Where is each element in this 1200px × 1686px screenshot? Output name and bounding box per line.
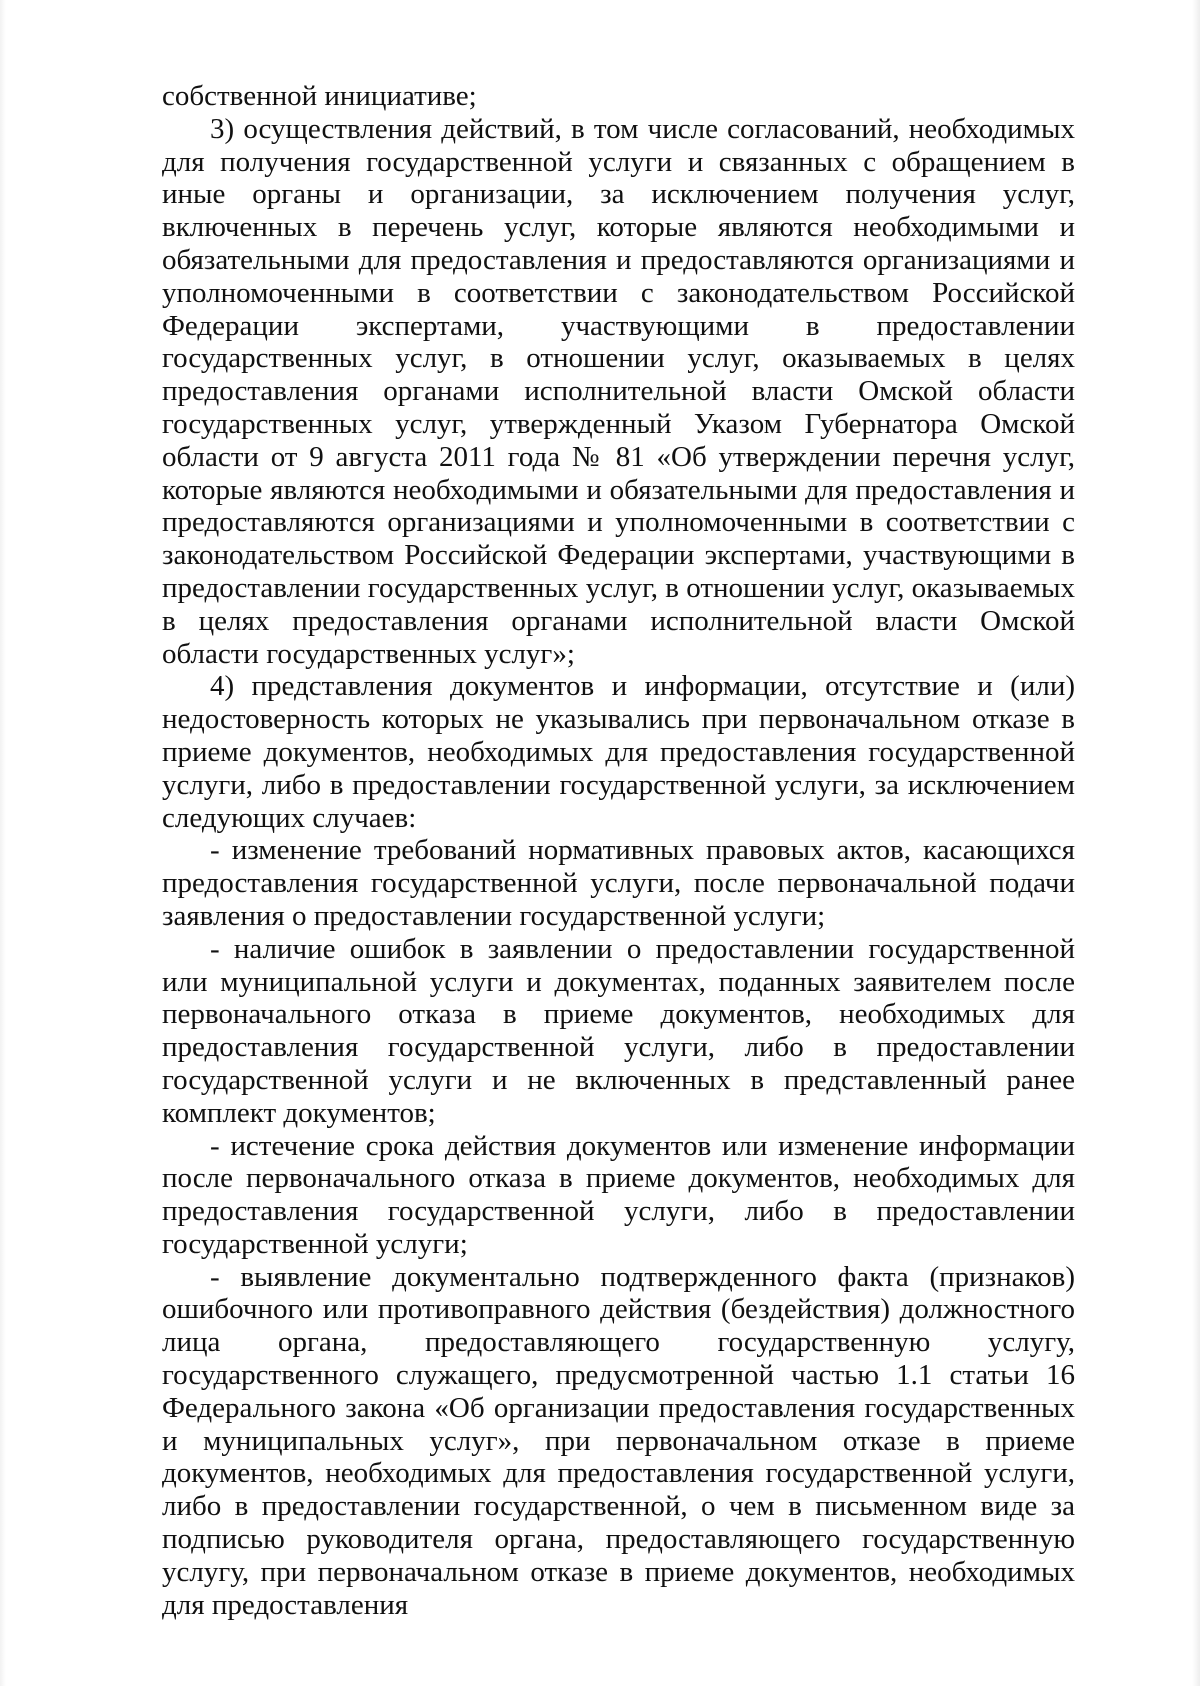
scan-edge-left: [0, 0, 6, 1686]
document-body: [162, 80, 1075, 1621]
paragraph-exception-expiry: - истечение срока действия документов или изменение информации после первоначального отказа в приеме документов, необходимых для предоставления государственной услуги, либо в предоставлении государственной услуги;: [162, 1129, 1075, 1260]
scan-edge-right: [1192, 0, 1200, 1686]
paragraph-continuation: собственной инициативе;: [162, 80, 477, 112]
paragraph-exception-errors: - наличие ошибок в заявлении о предоставлении государственной или муниципальной услуги и документах, поданных заявителем после первоначального отказа в приеме документов, необходимых для предоставления государственной услуги, либо в предоставлении государственной услуги и не включенных в представленный ранее комплект документов;: [162, 932, 1075, 1129]
paragraph-item-4: 4) представления документов и информации, отсутствие и (или) недостоверность которых не указывались при первоначальном отказе в приеме документов, необходимых для предоставления государственной услуги, либо в предоставлении государственной услуги, за исключением следующих случаев:: [162, 670, 1075, 834]
paragraph-exception-requirements-change: - изменение требований нормативных правовых актов, касающихся предоставления государственной услуги, после первоначальной подачи заявления о предоставлении государственной услуги;: [162, 834, 1075, 932]
paragraph-item-3: 3) осуществления действий, в том числе согласований, необходимых для получения государственной услуги и связанных с обращением в иные органы и организации, за исключением получения услуг, включенных в перечень услуг, которые являются необходимыми и обязательными для предоставления и предоставляются организациями и уполномоченными в соответствии с законодательством Российской Федерации экспертами, участвующими в предоставлении государственных услуг, в отношении услуг, оказываемых в целях предоставления органами исполнительной власти Омской области государственных услуг, утвержденный Указом Губернатора Омской области от 9 августа 2011 года № 81 «Об утверждении перечня услуг, которые являются необходимыми и обязательными для предоставления и предоставляются организациями и уполномоченными в соответствии с законодательством Российской Федерации экспертами, участвующими в предоставлении государственных услуг, в отношении услуг, оказываемых в целях предоставления органами исполнительной власти Омской области государственных услуг»;: [162, 112, 1075, 670]
paragraph-exception-misconduct: - выявление документально подтвержденного факта (признаков) ошибочного или противоправного действия (бездействия) должностного лица органа, предоставляющего государственную услугу, государственного служащего, предусмотренной частью 1.1 статьи 16 Федерального закона «Об организации предоставления государственных и муниципальных услуг», при первоначальном отказе в приеме документов, необходимых для предоставления государственной услуги, либо в предоставлении государственной, о чем в письменном виде за подписью руководителя органа, предоставляющего государственную услугу, при первоначальном отказе в приеме документов, необходимых для предоставления: [162, 1260, 1075, 1621]
